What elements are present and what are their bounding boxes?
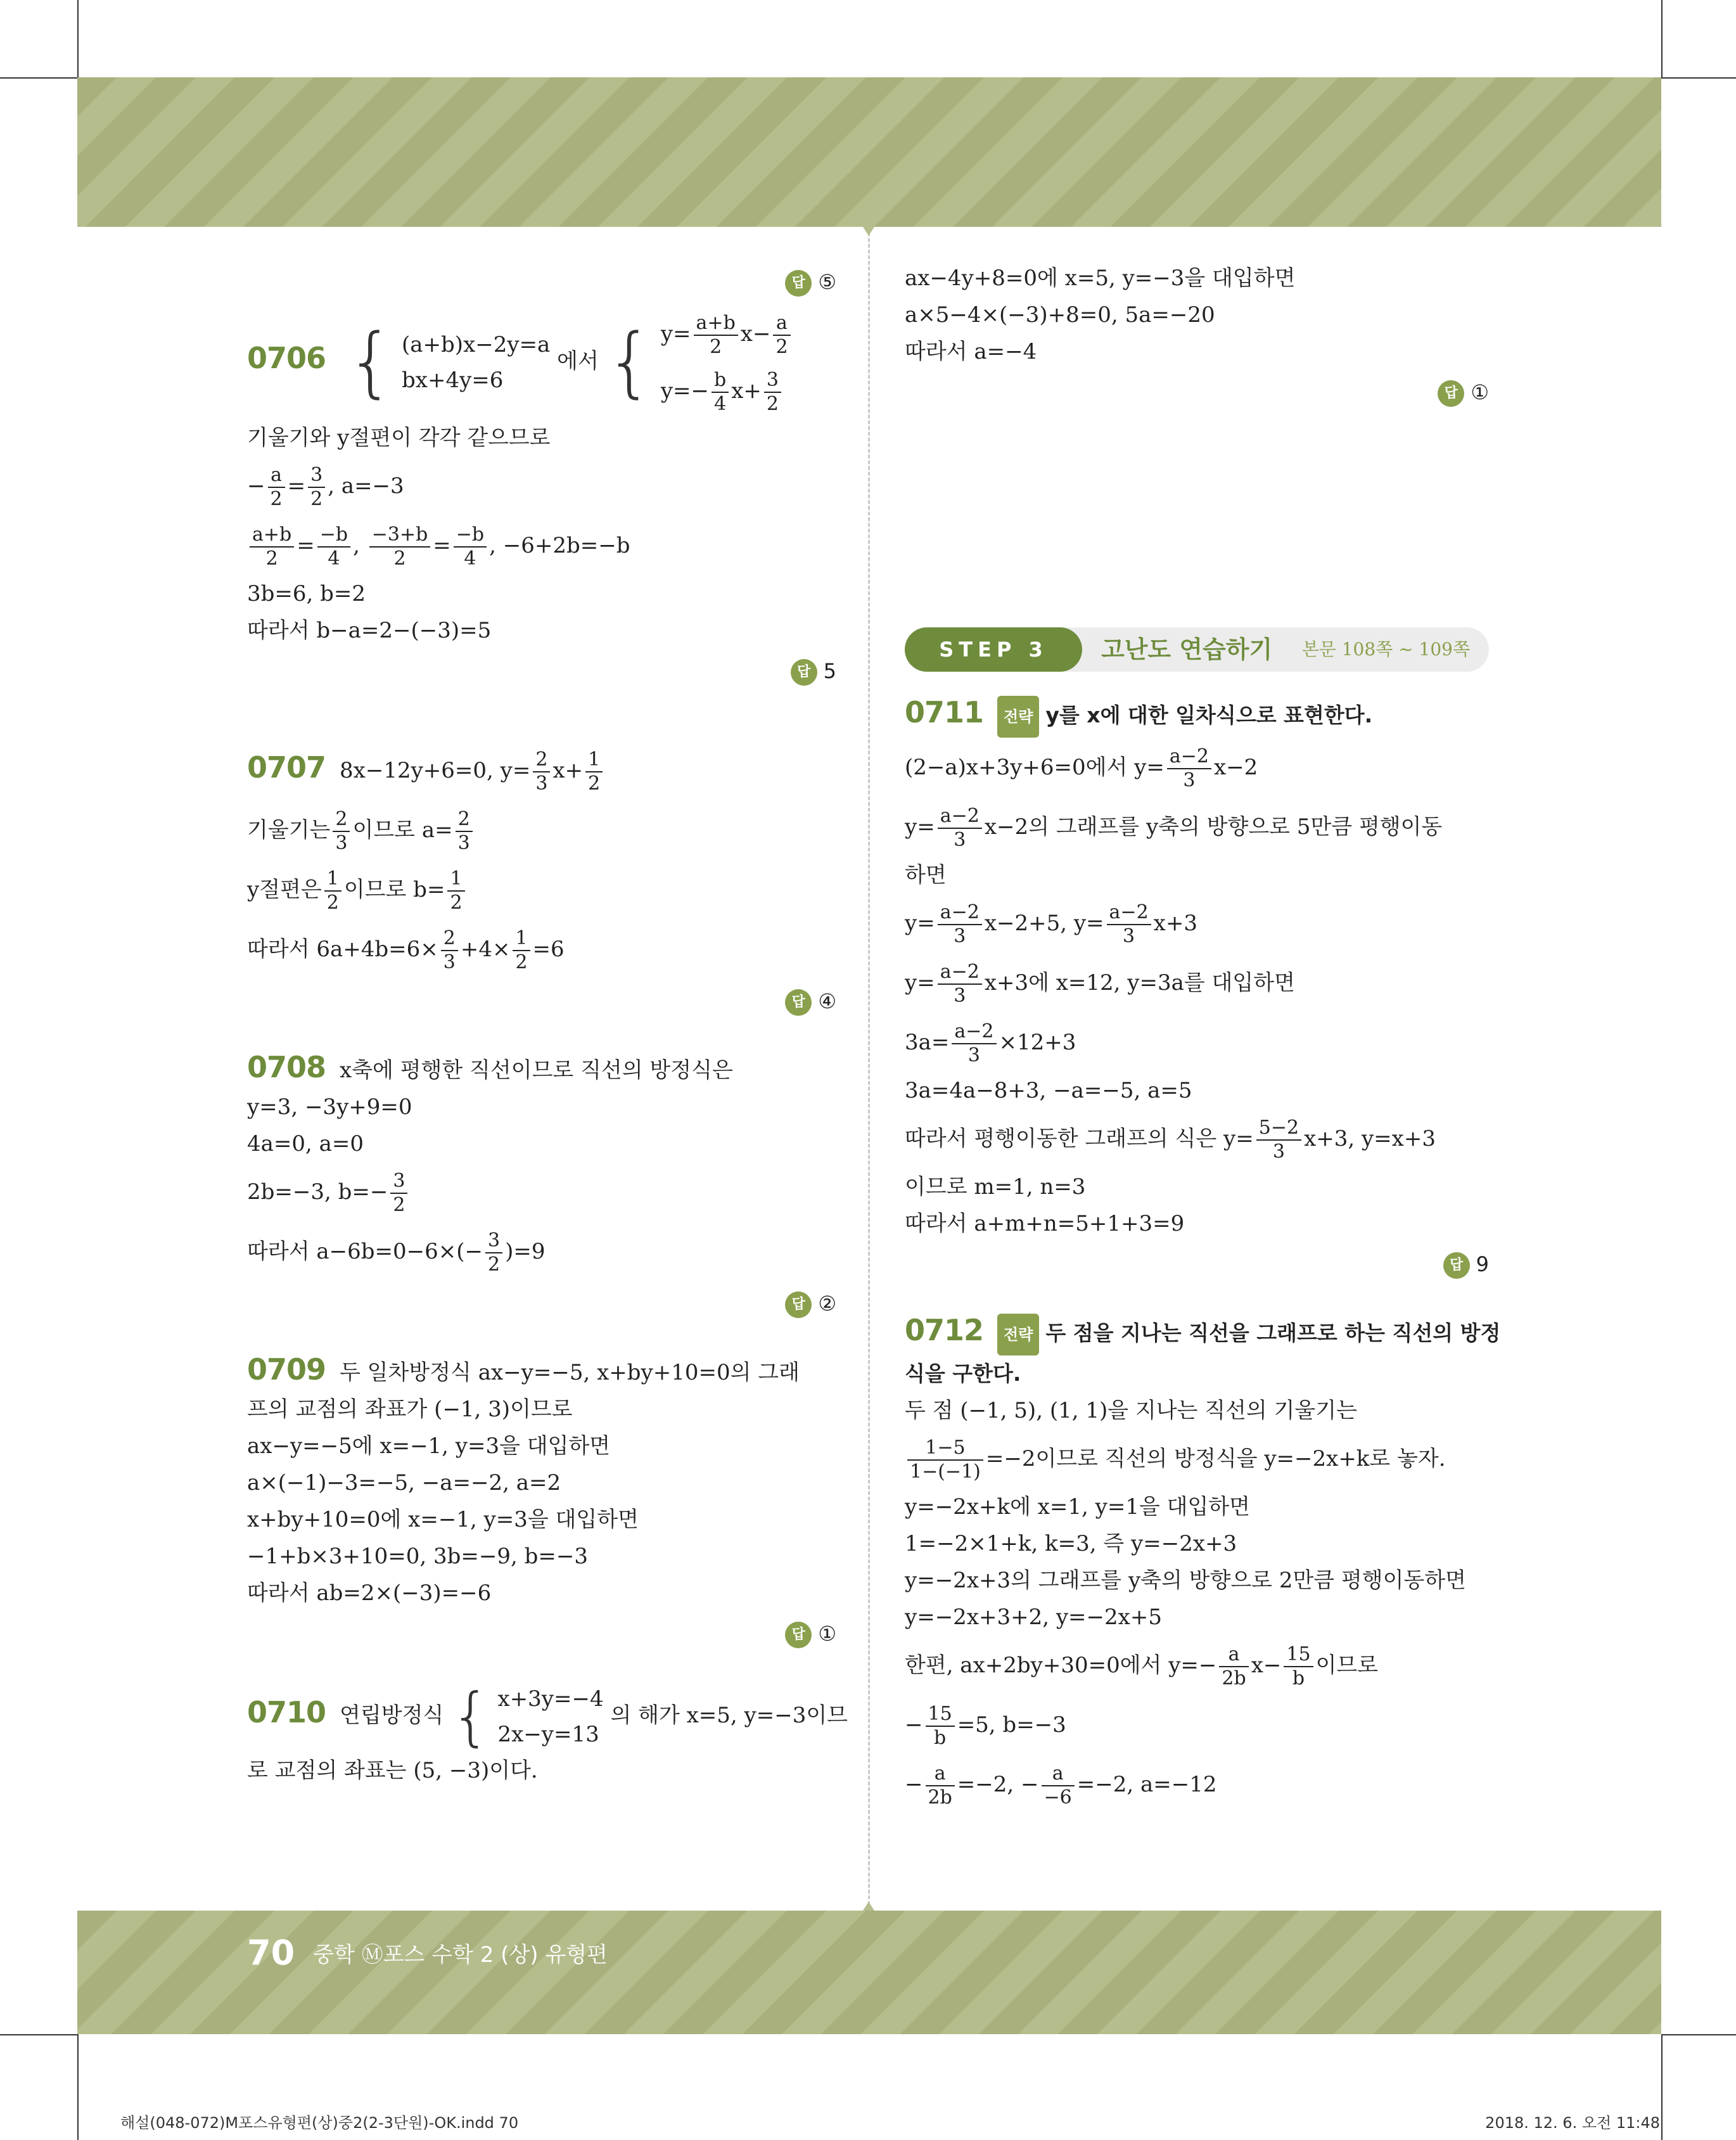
answer-line: 답 ⑤ xyxy=(247,264,836,300)
answer-line: 답 ② xyxy=(247,1285,836,1322)
math-line: 기울기는 $\frac{2}{3}$ 이므로 a= $\frac{2}{3}$ xyxy=(247,800,836,860)
math-line: ax−y=−5에 x=−1, y=3을 대입하면 xyxy=(247,1433,611,1459)
text-line: 프의 교점의 좌표가 (−1, 3)이므로 xyxy=(247,1397,573,1422)
answer-badge: 답 xyxy=(791,659,817,686)
math-line: (2−a)x+3y+6=0에서 y= $\frac{a-2}{3}$ x−2 xyxy=(905,745,1258,791)
math-line: 4a=0, a=0 xyxy=(247,1131,364,1156)
math-line: ax−4y+8=0에 x=5, y=−3을 대입하면 xyxy=(905,266,1296,291)
equation-system: x+3y=−4 2x−y=13 xyxy=(497,1686,604,1747)
answer-badge: 답 xyxy=(785,989,812,1016)
text-line: 기울기와 y절편이 각각 같으므로 xyxy=(247,425,551,451)
crop-mark xyxy=(0,2034,77,2035)
math-line: −1+b×3+10=0, 3b=−9, b=−3 xyxy=(247,1544,588,1569)
math-line: 따라서 a+m+n=5+1+3=9 xyxy=(905,1211,1185,1236)
step-title: 고난도 연습하기 xyxy=(1101,636,1273,663)
equation-system: y= $\frac{a+b}{2}$ x− $\frac{a}{2}$ y=− $\frac{b}{4}$ x+ $\frac{3}{2}$ xyxy=(661,305,793,420)
crop-mark xyxy=(0,77,77,79)
problem-0710-header: 0710 연립방정식 { x+3y=−4 2x−y=13 의 해가 x=5, y=−3이므 xyxy=(247,1679,848,1753)
math-line: 한편, ax+2by+30=0에서 y=− $\frac{a}{2b}$ x− $\frac{15}{b}$ 이므로 xyxy=(905,1643,1379,1689)
print-slug-date: 2018. 12. 6. 오전 11:48 xyxy=(1485,2114,1660,2132)
answer-line: 답 9 xyxy=(905,1246,1489,1283)
book-title: 중학 Ⓜ포스 수학 2 (상) 유형편 xyxy=(313,1942,608,1968)
math-line: − $\frac{a}{2b}$ =−2, − $\frac{a}{-6}$ =−2, a=−12 xyxy=(905,1762,1217,1809)
strategy-line: 식을 구한다. xyxy=(905,1361,1021,1386)
answer-badge: 답 xyxy=(1443,1252,1470,1279)
crop-mark xyxy=(77,2034,79,2140)
crop-mark xyxy=(1661,0,1663,77)
math-line: 따라서 a=−4 xyxy=(905,339,1037,364)
problem-0712-header: 0712 전략 두 점을 지나는 직선을 그래프로 하는 직선의 방정 xyxy=(905,1312,1489,1355)
step-label: STEP 3 xyxy=(905,627,1082,672)
math-line: y= $\frac{a-2}{3}$ x−2의 그래프를 y축의 방향으로 5만큼 평행이동 xyxy=(905,805,1443,851)
math-line: $\frac{a+b}{2}$ = $\frac{-b}{4}$ , $\frac{-3+b}{2}$ = $\frac{-b}{4}$ , −6+2b=−b xyxy=(247,516,836,575)
math-line: a×5−4×(−3)+8=0, 5a=−20 xyxy=(905,302,1215,328)
answer-line: 답 ④ xyxy=(247,983,836,1020)
right-column-top xyxy=(905,260,1489,414)
math-line: 따라서 ab=2×(−3)=−6 xyxy=(247,1580,492,1606)
column-divider xyxy=(868,227,870,1911)
problem-0707-header: 0707 8x−12y+6=0, y= $\frac{2}{3}$ x+ $\frac{1}{2}$ xyxy=(247,738,836,800)
answer-line: 답 ① xyxy=(247,1615,836,1652)
math-line: $\frac{1-5}{1-(-1)}$ =−2이므로 직선의 방정식을 y=−2x+k로 놓자. xyxy=(905,1429,1489,1489)
math-line: y절편은 $\frac{1}{2}$ 이므로 b= $\frac{1}{2}$ xyxy=(247,860,836,919)
left-column xyxy=(247,260,848,1789)
problem-number: 0709 xyxy=(247,1352,326,1387)
math-line: 2b=−3, b=− $\frac{3}{2}$ xyxy=(247,1162,836,1222)
strategy-badge: 전략 xyxy=(997,1314,1039,1355)
math-line: y=−2x+k에 x=1, y=1을 대입하면 xyxy=(905,1494,1250,1520)
problem-0706-header: 0706 { (a+b)x−2y=a bx+4y=6 에서 { y= $\frac{a+b}{2}$ x− $\frac{a}{2}$ y=− $\frac{b}{4}$ x+ $\frac{3}{2}$ xyxy=(247,305,836,420)
math-line: y= $\frac{a-2}{3}$ x+3에 x=12, y=3a를 대입하면 xyxy=(905,961,1295,1007)
problem-number: 0707 xyxy=(247,750,326,785)
math-line: y=−2x+3의 그래프를 y축의 방향으로 2만큼 평행이동하면 xyxy=(905,1568,1467,1593)
math-line: 따라서 6a+4b=6× $\frac{2}{3}$ +4× $\frac{1}{2}$ =6 xyxy=(247,927,565,973)
problem-0708-header: 0708 x축에 평행한 직선이므로 직선의 방정식은 xyxy=(247,1050,733,1084)
problem-number: 0711 xyxy=(905,695,984,729)
math-line: − $\frac{15}{b}$ =5, b=−3 xyxy=(905,1703,1066,1749)
answer-badge: 답 xyxy=(785,1291,812,1318)
text-line: 하면 xyxy=(905,862,947,888)
math-line: 1=−2×1+k, k=3, 즉 y=−2x+3 xyxy=(905,1531,1237,1556)
math-line: 3a= $\frac{a-2}{3}$ ×12+3 xyxy=(905,1020,1076,1067)
answer-badge: 답 xyxy=(785,270,812,297)
math-line: a×(−1)−3=−5, −a=−2, a=2 xyxy=(247,1470,561,1496)
answer-badge: 답 xyxy=(1438,380,1464,407)
text-line: 두 점 (−1, 5), (1, 1)을 지나는 직선의 기울기는 xyxy=(905,1398,1357,1423)
step-banner xyxy=(905,627,1489,672)
problem-number: 0708 xyxy=(247,1050,326,1084)
print-slug-file: 해설(048-072)M포스유형편(상)중2(2-3단원)-OK.indd 70 xyxy=(120,2114,519,2132)
page-footer xyxy=(247,1933,608,1973)
math-line: 3b=6, b=2 xyxy=(247,581,366,606)
math-line: 3a=4a−8+3, −a=−5, a=5 xyxy=(905,1078,1192,1103)
divider-arrow xyxy=(863,227,874,236)
equation-system: (a+b)x−2y=a bx+4y=6 xyxy=(402,332,551,393)
crop-mark xyxy=(77,0,79,77)
header-band xyxy=(77,77,1661,227)
math-line: 이므로 m=1, n=3 xyxy=(905,1174,1086,1200)
math-line: y=3, −3y+9=0 xyxy=(247,1094,412,1120)
text-line: 로 교점의 좌표는 (5, −3)이다. xyxy=(247,1758,538,1783)
crop-mark xyxy=(1661,2034,1736,2035)
problem-number: 0710 xyxy=(247,1695,326,1729)
right-column-bottom xyxy=(905,694,1501,1814)
problem-0709-header: 0709 두 일차방정식 ax−y=−5, x+by+10=0의 그래 xyxy=(247,1352,800,1387)
strategy-badge: 전략 xyxy=(997,696,1039,738)
step-page-range: 본문 108쪽 ~ 109쪽 xyxy=(1301,639,1470,660)
math-line: 따라서 평행이동한 그래프의 식은 y= $\frac{5-2}{3}$ x+3, y=x+3 xyxy=(905,1117,1436,1163)
page-number: 70 xyxy=(247,1933,295,1973)
math-line: 따라서 b−a=2−(−3)=5 xyxy=(247,618,492,643)
math-line: y= $\frac{a-2}{3}$ x−2+5, y= $\frac{a-2}{3}$ x+3 xyxy=(905,901,1197,947)
math-line: y=−2x+3+2, y=−2x+5 xyxy=(905,1605,1162,1630)
problem-number: 0712 xyxy=(905,1313,984,1347)
answer-line: 답 5 xyxy=(247,653,836,689)
math-line: 따라서 a−6b=0−6×(− $\frac{3}{2}$ )=9 xyxy=(247,1229,546,1276)
answer-badge: 답 xyxy=(785,1622,812,1648)
crop-mark xyxy=(1661,2034,1663,2140)
problem-number: 0706 xyxy=(247,341,326,375)
answer-line: 답 ① xyxy=(905,374,1489,411)
math-line: x+by+10=0에 x=−1, y=3을 대입하면 xyxy=(247,1507,639,1532)
math-line: − $\frac{a}{2}$ = $\frac{3}{2}$ , a=−3 xyxy=(247,464,404,510)
problem-0711-header: 0711 전략 y를 x에 대한 일차식으로 표현한다. xyxy=(905,694,1489,738)
divider-arrow xyxy=(863,1902,874,1911)
crop-mark xyxy=(1661,77,1736,79)
